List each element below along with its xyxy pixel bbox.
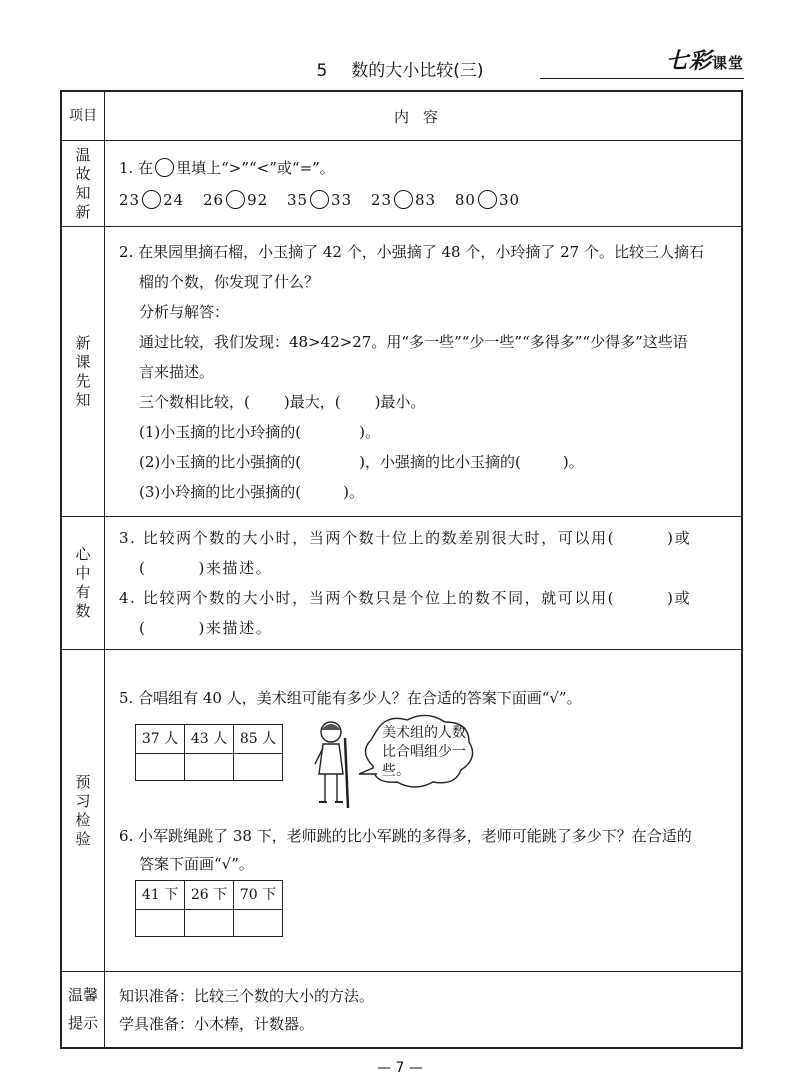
q6-answer-table	[135, 880, 283, 937]
lesson-number: 5	[316, 61, 328, 81]
sub-question-2: (2)小玉摘的比小强摘的( )，小强摘的比小玉摘的( )。	[139, 452, 584, 471]
tips-line1: 知识准备：比较三个数的大小的方法。	[119, 987, 375, 1006]
q1-text-a: 1. 在	[119, 158, 154, 177]
circle-blank[interactable]	[478, 190, 497, 209]
q2-line2: 榴的个数，你发现了什么？	[139, 272, 320, 291]
circle-blank[interactable]	[394, 190, 413, 209]
q1-text-b: 里填上“>”“<”或“=”。	[176, 158, 335, 177]
question-3-cont: ( )来描述。	[139, 559, 273, 577]
circle-blank[interactable]	[142, 190, 161, 209]
sub-question-3: (3)小玲摘的比小强摘的( )。	[139, 482, 364, 501]
label-tips-1: 温馨	[67, 986, 98, 1005]
section-label	[61, 517, 105, 650]
q6-check-cell-1[interactable]	[136, 910, 185, 937]
girl-illustration-icon	[309, 718, 353, 810]
pair-1: 23 24	[119, 190, 185, 209]
header-content: 内容	[105, 91, 743, 141]
q6-option-2: 26 下	[185, 881, 234, 910]
circle-blank[interactable]	[155, 158, 174, 177]
q5-check-cell-3[interactable]	[234, 754, 283, 781]
q5-check-cell-2[interactable]	[185, 754, 234, 781]
section-preview	[61, 650, 742, 972]
bubble-text: 美术组的人数比合唱组少一些。	[382, 725, 466, 779]
q5-check-cell-1[interactable]	[136, 754, 185, 781]
circle-blank[interactable]	[226, 190, 245, 209]
lesson-title: 数的大小比较(三)	[351, 61, 484, 81]
mind-content	[105, 517, 743, 650]
pair-4: 23 83	[370, 190, 437, 209]
question-4-cont: ( )来描述。	[139, 619, 273, 637]
section-label	[61, 141, 105, 227]
q5-answer-table	[135, 724, 283, 781]
section-label	[61, 972, 105, 1048]
section-newlesson	[61, 227, 742, 517]
question-3: 3. 比较两个数的大小时，当两个数十位上的数差别很大时，可以用( )或	[119, 529, 692, 547]
pair-3: 35 33	[286, 190, 353, 209]
label-newlesson: 新课先知	[75, 333, 91, 409]
section-tips	[61, 972, 742, 1048]
pair-5: 80 30	[454, 190, 521, 209]
sub-question-1: (1)小玉摘的比小玲摘的( )。	[139, 422, 380, 441]
circle-blank[interactable]	[310, 190, 329, 209]
q6-check-cell-3[interactable]	[234, 910, 283, 937]
brand-suffix: 课堂	[711, 54, 744, 72]
q6-option-3: 70 下	[234, 881, 283, 910]
question-1	[119, 154, 731, 182]
page-number: — 7 —	[377, 1060, 423, 1076]
q6-check-cell-2[interactable]	[185, 910, 234, 937]
header-item: 项目	[61, 91, 105, 141]
compare-sentence: 三个数相比较，( )最大，( )最小。	[139, 392, 426, 411]
section-label	[61, 227, 105, 517]
question-4: 4. 比较两个数的大小时，当两个数只是个位上的数不同，就可以用( )或	[119, 589, 692, 607]
found-line1: 通过比较，我们发现：48>42>27。用“多一些”“少一些”“多得多”“少得多”这些语	[139, 332, 688, 351]
q5-figure	[119, 712, 731, 812]
header-row	[61, 91, 742, 141]
tips-line2: 学具准备：小木棒，计数器。	[119, 1015, 315, 1034]
review-content	[105, 141, 743, 227]
tips-content	[105, 972, 743, 1048]
q5-option-2: 43 人	[185, 725, 234, 754]
section-label	[61, 650, 105, 972]
analysis-heading: 分析与解答：	[139, 302, 230, 321]
section-review	[61, 141, 742, 227]
found-line2: 言来描述。	[139, 362, 215, 381]
q6-line1: 6. 小军跳绳跳了 38 下，老师跳的比小军跳的多得多，老师可能跳了多少下？在合适的	[119, 827, 692, 845]
worksheet-table	[60, 90, 743, 1049]
section-mind	[61, 517, 742, 650]
label-preview: 预习检验	[75, 772, 91, 848]
label-review: 温故知新	[75, 145, 91, 221]
q6-option-1: 41 下	[136, 881, 185, 910]
page-title	[0, 56, 800, 81]
q5-option-3: 85 人	[234, 725, 283, 754]
newlesson-content	[105, 227, 743, 517]
preview-content	[105, 650, 743, 972]
q6-line2: 答案下面画“√”。	[139, 855, 254, 873]
brand-name: 七彩	[665, 49, 712, 74]
q5-option-1: 37 人	[136, 725, 185, 754]
question-5: 5. 合唱组有 40 人，美术组可能有多少人？在合适的答案下面画“√”。	[119, 689, 582, 707]
compare-row	[119, 186, 731, 214]
label-mind: 心中有数	[75, 545, 91, 620]
pair-2: 26 92	[202, 190, 269, 209]
label-tips-2: 提示	[67, 1014, 98, 1033]
q2-line1: 2. 在果园里摘石榴，小玉摘了 42 个，小强摘了 48 个，小玲摘了 27 个。比较三人摘石	[119, 242, 704, 261]
